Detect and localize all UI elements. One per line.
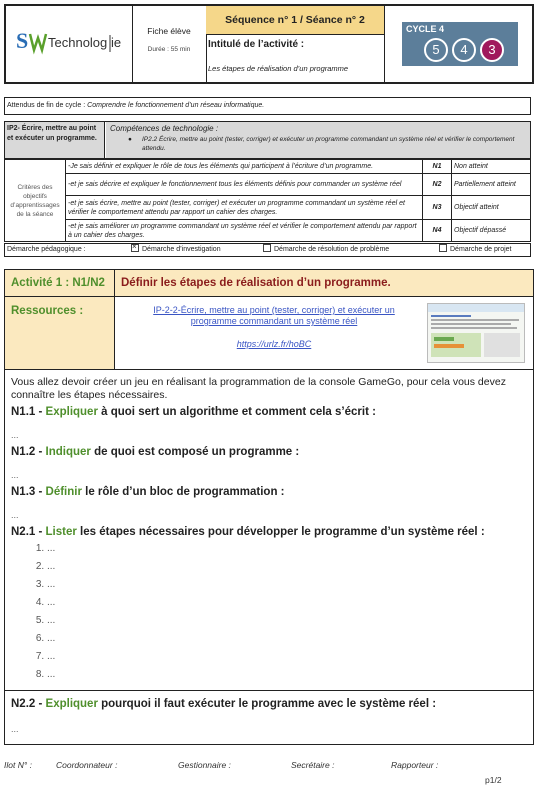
- q-num: N1.2 -: [11, 446, 43, 458]
- cycle-level-4: 4: [452, 38, 476, 62]
- checkbox-checked-icon[interactable]: [131, 244, 139, 252]
- q-text: pourquoi il faut exécuter le programme avec le système réel :: [97, 698, 437, 710]
- critere-code-3: N3: [423, 196, 452, 220]
- attendus-label: Attendus de fin de cycle :: [7, 102, 86, 109]
- list-item[interactable]: 5. ...: [47, 612, 529, 630]
- demarche-option-label: Démarche de projet: [450, 246, 512, 253]
- critere-text-3: -et je sais écrire, mettre au point (tester, corriger) et exécuter un programme commandant un système réel et vérifier le comportement attendu par rapport un cahier des charges.: [66, 196, 423, 220]
- q-verb: Expliquer: [45, 698, 98, 710]
- document-preview-icon: [428, 304, 524, 362]
- list-item[interactable]: 2. ...: [47, 558, 529, 576]
- q-text: de quoi est composé un programme :: [90, 446, 300, 458]
- demarche-option-label: Démarche d’investigation: [142, 246, 221, 253]
- q-verb: Expliquer: [45, 406, 98, 418]
- sequence-cell: [206, 6, 385, 82]
- list-item[interactable]: 6. ...: [47, 630, 529, 648]
- demarche-label: Démarche pédagogique :: [7, 246, 86, 253]
- q-num: N1.3 -: [11, 486, 43, 498]
- demarche-option-projet[interactable]: [439, 244, 511, 256]
- criteres-table: [4, 159, 531, 242]
- competence-code: IP2- Écrire, mettre au point et exécuter un programme.: [5, 122, 105, 158]
- cycle-badge: [402, 22, 518, 66]
- svg-text:S: S: [16, 28, 29, 53]
- activity-label: Activité 1 : N1/N2: [5, 270, 115, 296]
- competence-item: [110, 135, 526, 153]
- activity-box: [4, 269, 534, 745]
- footer-gestionnaire: Gestionnaire :: [178, 760, 231, 770]
- critere-code-2: N2: [423, 174, 452, 196]
- q-verb: Définir: [45, 486, 82, 498]
- fiche-label: Fiche élève: [147, 26, 191, 36]
- demarche-option-probleme[interactable]: [263, 244, 389, 256]
- logo-icon: [16, 28, 126, 58]
- ressources-row: [5, 297, 533, 370]
- q-num: N2.1 -: [11, 526, 43, 538]
- footer-secretaire: Secrétaire :: [291, 760, 335, 770]
- steps-list: [11, 540, 529, 684]
- critere-code-4: N4: [423, 220, 452, 242]
- ressources-url[interactable]: https://urlz.fr/hoBC: [236, 339, 312, 349]
- critere-level-2: Partiellement atteint: [452, 174, 531, 196]
- demarche-option-investigation[interactable]: [131, 244, 221, 256]
- q-verb: Indiquer: [45, 446, 91, 458]
- competence-cell: [106, 122, 530, 158]
- cycle-level-5: 5: [424, 38, 448, 62]
- q-num: N1.1 -: [11, 406, 43, 418]
- ressource-thumbnail[interactable]: [427, 303, 525, 363]
- q-n12: [11, 446, 529, 480]
- cycle-cell: [384, 6, 534, 82]
- header-table: [4, 4, 534, 84]
- list-item[interactable]: 7. ...: [47, 648, 529, 666]
- footer-coordonnateur: Coordonnateur :: [56, 760, 118, 770]
- q-n13: [11, 486, 529, 520]
- bullet-icon: ●: [128, 136, 132, 143]
- footer-ilot: Ilot N° :: [4, 760, 32, 770]
- q-text: les étapes nécessaires pour développer le programme d’un système réel :: [76, 526, 485, 538]
- ressources-cell: [115, 297, 533, 369]
- list-item[interactable]: 4. ...: [47, 594, 529, 612]
- ressources-label: Ressources :: [5, 297, 115, 369]
- checkbox-icon[interactable]: [263, 244, 271, 252]
- page-number: p1/2: [485, 775, 502, 785]
- sequence-title: Séquence n° 1 / Séance n° 2: [206, 6, 384, 35]
- critere-text-1: -Je sais définir et expliquer le rôle de tous les éléments qui participent à l’écriture d’un programme.: [66, 160, 423, 174]
- list-item[interactable]: 3. ...: [47, 576, 529, 594]
- activity-title: Définir les étapes de réalisation d’un programme.: [121, 277, 391, 289]
- demarche-option-label: Démarche de résolution de problème: [274, 246, 390, 253]
- demarche-row: [4, 243, 531, 257]
- attendus-value: Comprendre le fonctionnement d’un réseau informatique.: [87, 102, 265, 109]
- answer-field[interactable]: ...: [11, 510, 19, 520]
- svg-text:Technolog: Technolog: [48, 35, 108, 50]
- q-n22: [11, 698, 529, 734]
- critere-level-4: Objectif dépassé: [452, 220, 531, 242]
- competence-item-text: IP2.2 Écrire, mettre au point (tester, corriger) et exécuter un programme commandant un système réel et vérifier le comportement attendu.: [142, 136, 515, 152]
- critere-text-4: -et je sais améliorer un programme commandant un système réel et vérifier le comportement attendu par rapport à un cahier des charges.: [66, 220, 423, 242]
- critere-level-1: Non atteint: [452, 160, 531, 174]
- cycle-label: CYCLE 4: [406, 24, 445, 34]
- answer-field[interactable]: ...: [11, 724, 19, 734]
- competence-row: [4, 121, 531, 159]
- critere-level-3: Objectif atteint: [452, 196, 531, 220]
- list-item[interactable]: 8. ...: [47, 666, 529, 684]
- activity-header: [5, 270, 533, 297]
- svg-text:ie: ie: [111, 35, 122, 50]
- footer-rapporteur: Rapporteur :: [391, 760, 439, 770]
- q-verb: Lister: [45, 526, 77, 538]
- answer-field[interactable]: ...: [11, 470, 19, 480]
- cycle-level-3: 3: [480, 38, 504, 62]
- logo: [16, 28, 126, 63]
- answer-field[interactable]: ...: [11, 430, 19, 440]
- critere-text-2: -et je sais décrire et expliquer le fonctionnement tous les éléments définis pour commander un système réel: [66, 174, 423, 196]
- logo-cell: [6, 6, 133, 82]
- q-n11: [11, 406, 529, 440]
- criteres-label: Critères des objectifs d’apprentissages de la séance: [5, 160, 66, 242]
- duree-label: Durée : 55 min: [147, 46, 191, 53]
- divider: [5, 690, 533, 691]
- q-text: à quoi sert un algorithme et comment cela s’écrit :: [97, 406, 376, 418]
- intro-text: Vous allez devoir créer un jeu en réalisant la programmation de la console GameGo, pour cela vous devez connaître les étapes nécessaires.: [11, 376, 506, 401]
- critere-code-1: N1: [423, 160, 452, 174]
- q-num: N2.2 -: [11, 698, 43, 710]
- intitule-label: Intitulé de l’activité :: [208, 39, 305, 50]
- list-item[interactable]: 1. ...: [47, 540, 529, 558]
- checkbox-icon[interactable]: [439, 244, 447, 252]
- ressources-link[interactable]: IP-2-2-Écrire, mettre au point (tester, corriger) et exécuter un programme commandant un système réel: [153, 305, 395, 326]
- fiche-cell: [132, 6, 207, 82]
- q-n21: [11, 526, 529, 684]
- competence-title: Compétences de technologie :: [110, 124, 219, 133]
- intitule-value: Les étapes de réalisation d’un programme: [208, 64, 349, 73]
- attendus-row: [4, 97, 531, 115]
- q-text: le rôle d’un bloc de programmation :: [81, 486, 285, 498]
